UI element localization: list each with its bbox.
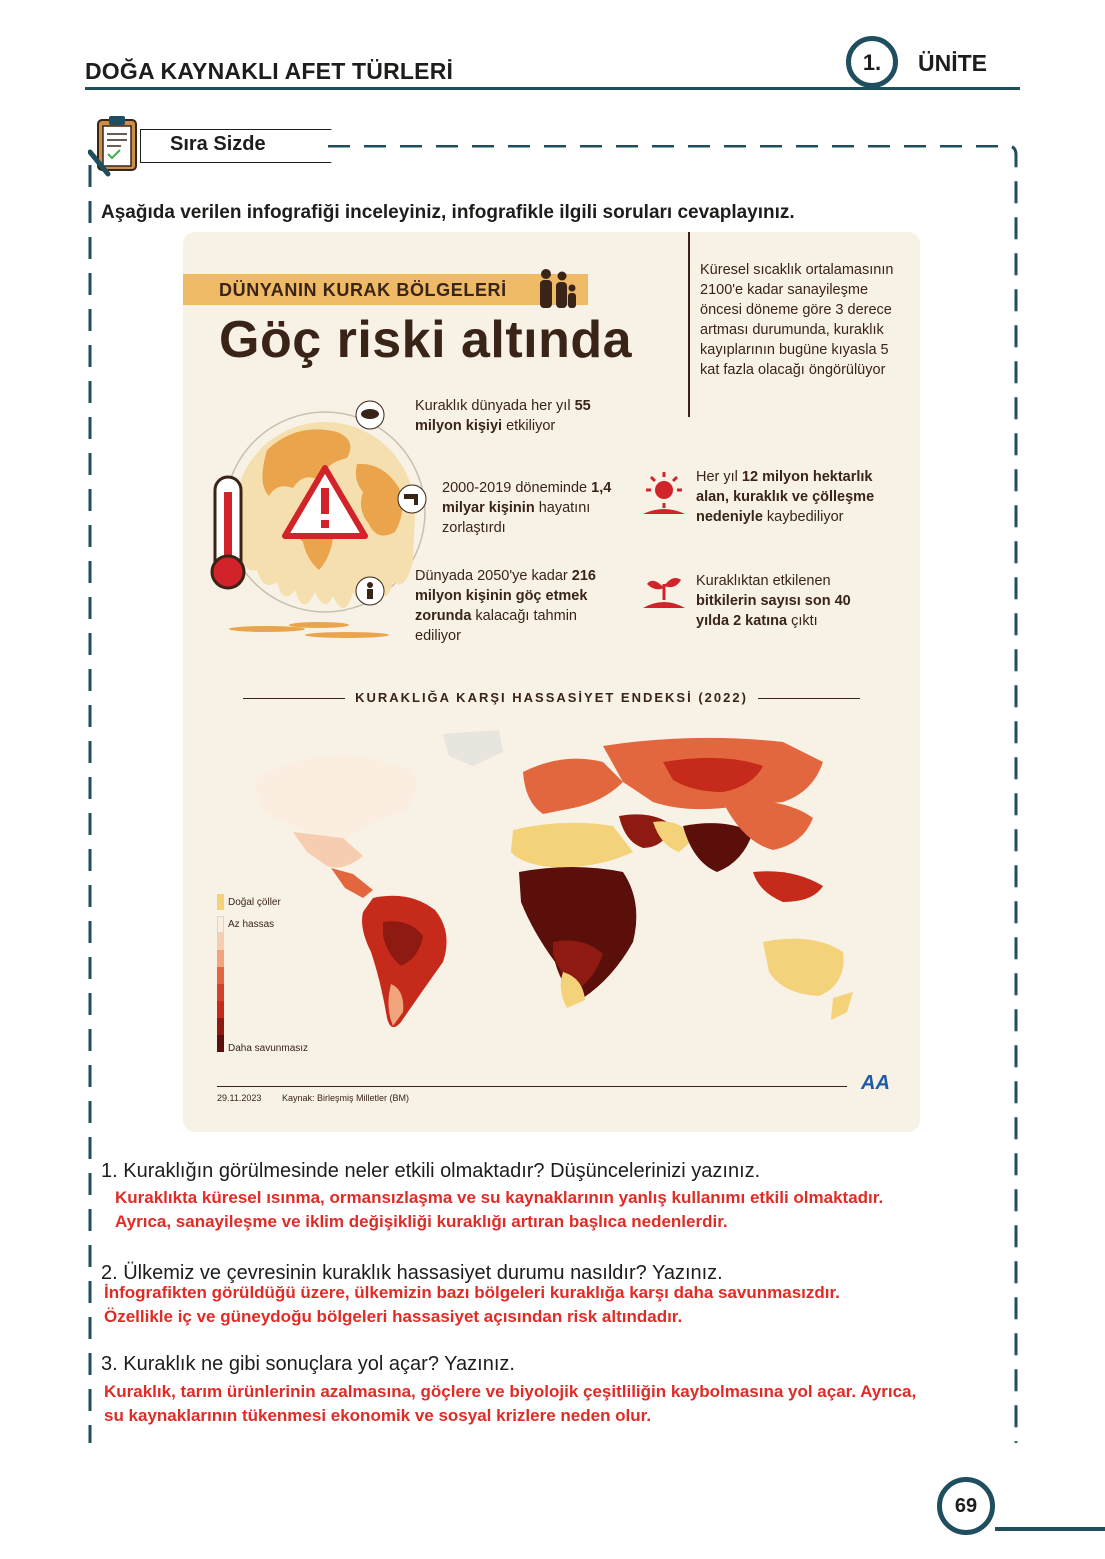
sun-drought-icon	[641, 470, 687, 516]
legend-desert-label: Doğal çöller	[228, 897, 281, 908]
answer-1-line-1: Kuraklıkta küresel ısınma, ormansızlaşma ve su kaynaklarının yanlış kullanımı etkili olmaktadır.	[115, 1188, 884, 1207]
plant-sprout-icon	[641, 570, 687, 610]
answer-3-line-1: Kuraklık, tarım ürünlerinin azalmasına, göçlere ve biyolojik çeşitliliğin kaybolmasına yol açar. Ayrıca,	[104, 1382, 917, 1401]
melting-globe-illustration	[207, 392, 427, 642]
question-1: 1. Kuraklığın görülmesinde neler etkili olmaktadır? Düşüncelerinizi yazınız.	[101, 1160, 761, 1182]
unit-label: ÜNİTE	[918, 50, 987, 76]
answer-1-line-2: Ayrıca, sanayileşme ve iklim değişikliği kuraklığı artıran başlıca nedenlerdir.	[115, 1212, 728, 1231]
side-note: Küresel sıcaklık ortalamasının 2100'e kadar sanayileşme öncesi döneme göre 3 derece artması durumunda, kuraklık kayıplarının bugüne kıyasla 5 kat fazla olacağı öngörülüyor	[700, 262, 894, 378]
storm-cloud-icon	[355, 400, 385, 430]
footer-rule	[995, 1527, 1105, 1531]
infographic-title: Göç riski altında	[219, 311, 633, 369]
family-icon	[535, 266, 577, 310]
legend-scale	[217, 916, 224, 1056]
fact-5: Kuraklıktan etkilenen bitkilerin sayısı son 40 yılda 2 katına çıktı	[696, 573, 851, 629]
migrant-icon	[355, 576, 385, 606]
page-number: 69	[954, 1495, 978, 1517]
infographic	[183, 232, 920, 1132]
legend-swatch-desert	[217, 894, 224, 910]
fact-3: Dünyada 2050'ye kadar 216 milyon kişinin göç etmek zorunda kalacağı tahmin ediliyor	[415, 568, 596, 644]
activity-label: Sıra Sizde	[170, 133, 266, 155]
instruction-text: Aşağıda verilen infografiği inceleyiniz, infografikle ilgili soruları cevaplayınız.	[101, 202, 795, 223]
aa-logo: AA	[861, 1072, 890, 1094]
divider-line	[688, 232, 690, 417]
clipboard-icon	[88, 112, 146, 178]
question-2: 2. Ülkemiz ve çevresinin kuraklık hassasiyet durumu nasıldır? Yazınız.	[101, 1262, 723, 1284]
legend-high-label: Daha savunmasız	[228, 1043, 309, 1054]
chapter-title: DOĞA KAYNAKLI AFET TÜRLERİ	[85, 58, 454, 84]
infographic-date: 29.11.2023	[217, 1093, 262, 1103]
legend-low-label: Az hassas	[228, 919, 275, 930]
fact-4: Her yıl 12 milyon hektarlık alan, kuraklık ve çölleşme nedeniyle kaybediliyor	[696, 469, 875, 525]
map-title: KURAKLIĞA KARŞI HASSASİYET ENDEKSİ (2022)	[183, 690, 920, 705]
answer-2-line-2: Özellikle iç ve güneydoğu bölgeleri hassasiyet açısından risk altındadır.	[104, 1307, 683, 1326]
infographic-banner-text: DÜNYANIN KURAK BÖLGELERİ	[219, 280, 507, 300]
answer-2-line-1: İnfografikten görüldüğü üzere, ülkemizin bazı bölgeleri kuraklığa karşı daha savunmasızdır.	[104, 1283, 840, 1302]
source-rule	[217, 1086, 847, 1087]
answer-3-line-2: su kaynaklarının tükenmesi ekonomik ve sosyal krizlere neden olur.	[104, 1406, 652, 1425]
drought-vulnerability-world-map	[223, 722, 903, 1062]
unit-number: 1.	[862, 50, 882, 75]
fact-2: 2000-2019 döneminde 1,4 milyar kişinin hayatını zorlaştırdı	[442, 480, 612, 536]
infographic-source: Kaynak: Birleşmiş Milletler (BM)	[282, 1093, 410, 1103]
faucet-icon	[397, 484, 427, 514]
question-3: 3. Kuraklık ne gibi sonuçlara yol açar? Yazınız.	[101, 1353, 515, 1375]
fact-1: Kuraklık dünyada her yıl 55 milyon kişiyi etkiliyor	[415, 398, 591, 434]
